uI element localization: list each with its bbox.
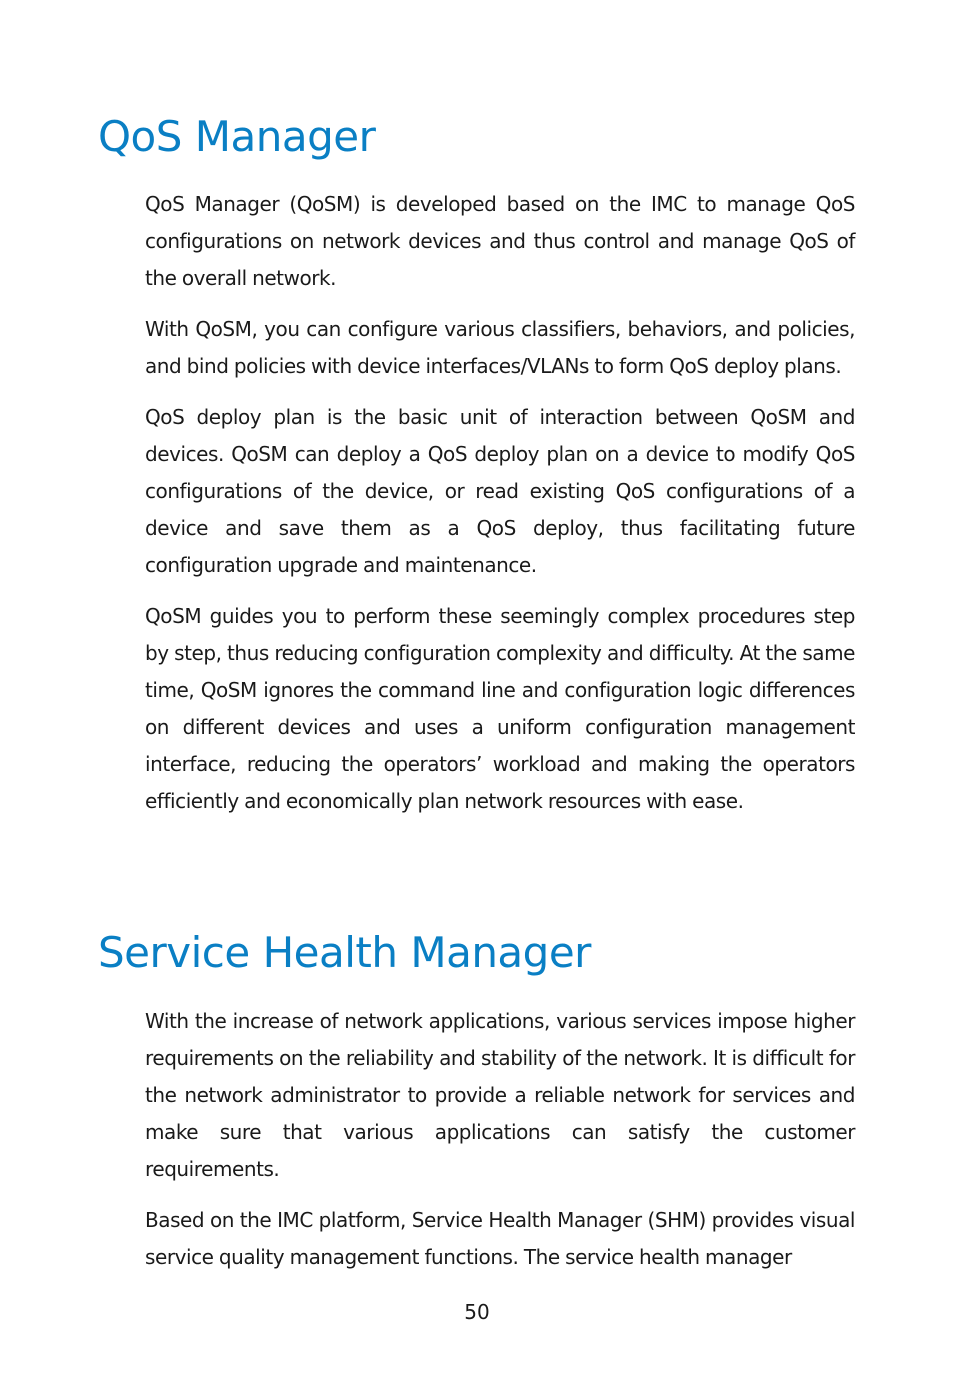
paragraph: With the increase of network applications, various services impose higher requirements on the reliability and stability of the network. It is difficult for the network administrator to provide a reliable network for services and make sure that various applications can satisfy the customer requirements. — [145, 1009, 855, 1181]
section-title-service-health-manager: Service Health Manager — [98, 928, 591, 977]
paragraph: QoS Manager (QoSM) is developed based on the IMC to manage QoS configurations on network devices and thus control and manage QoS of the overall network. — [145, 192, 855, 290]
section-body-qos-manager — [145, 186, 855, 834]
paragraph: QoS deploy plan is the basic unit of interaction between QoSM and devices. QoSM can deploy a QoS deploy plan on a device to modify QoS configurations of the device, or read existing QoS configurations of a device and save them as a QoS deploy, thus facilitating future configuration upgrade and maintenance. — [145, 405, 855, 577]
section-body-service-health-manager — [145, 1003, 855, 1290]
paragraph: QoSM guides you to perform these seemingly complex procedures step by step, thus reducing configuration complexity and difficulty. At the same time, QoSM ignores the command line and configuration logic differences on different devices and uses a uniform configuration management interface, reducing the operators’ workload and making the operators efficiently and economically plan network resources with ease. — [145, 604, 855, 813]
page-number: 50 — [464, 1300, 490, 1324]
section-title-qos-manager: QoS Manager — [98, 112, 376, 161]
paragraph: Based on the IMC platform, Service Health Manager (SHM) provides visual service quality management functions. The service health manager — [145, 1208, 855, 1269]
paragraph: With QoSM, you can configure various classifiers, behaviors, and policies, and bind policies with device interfaces/VLANs to form QoS deploy plans. — [145, 317, 855, 378]
